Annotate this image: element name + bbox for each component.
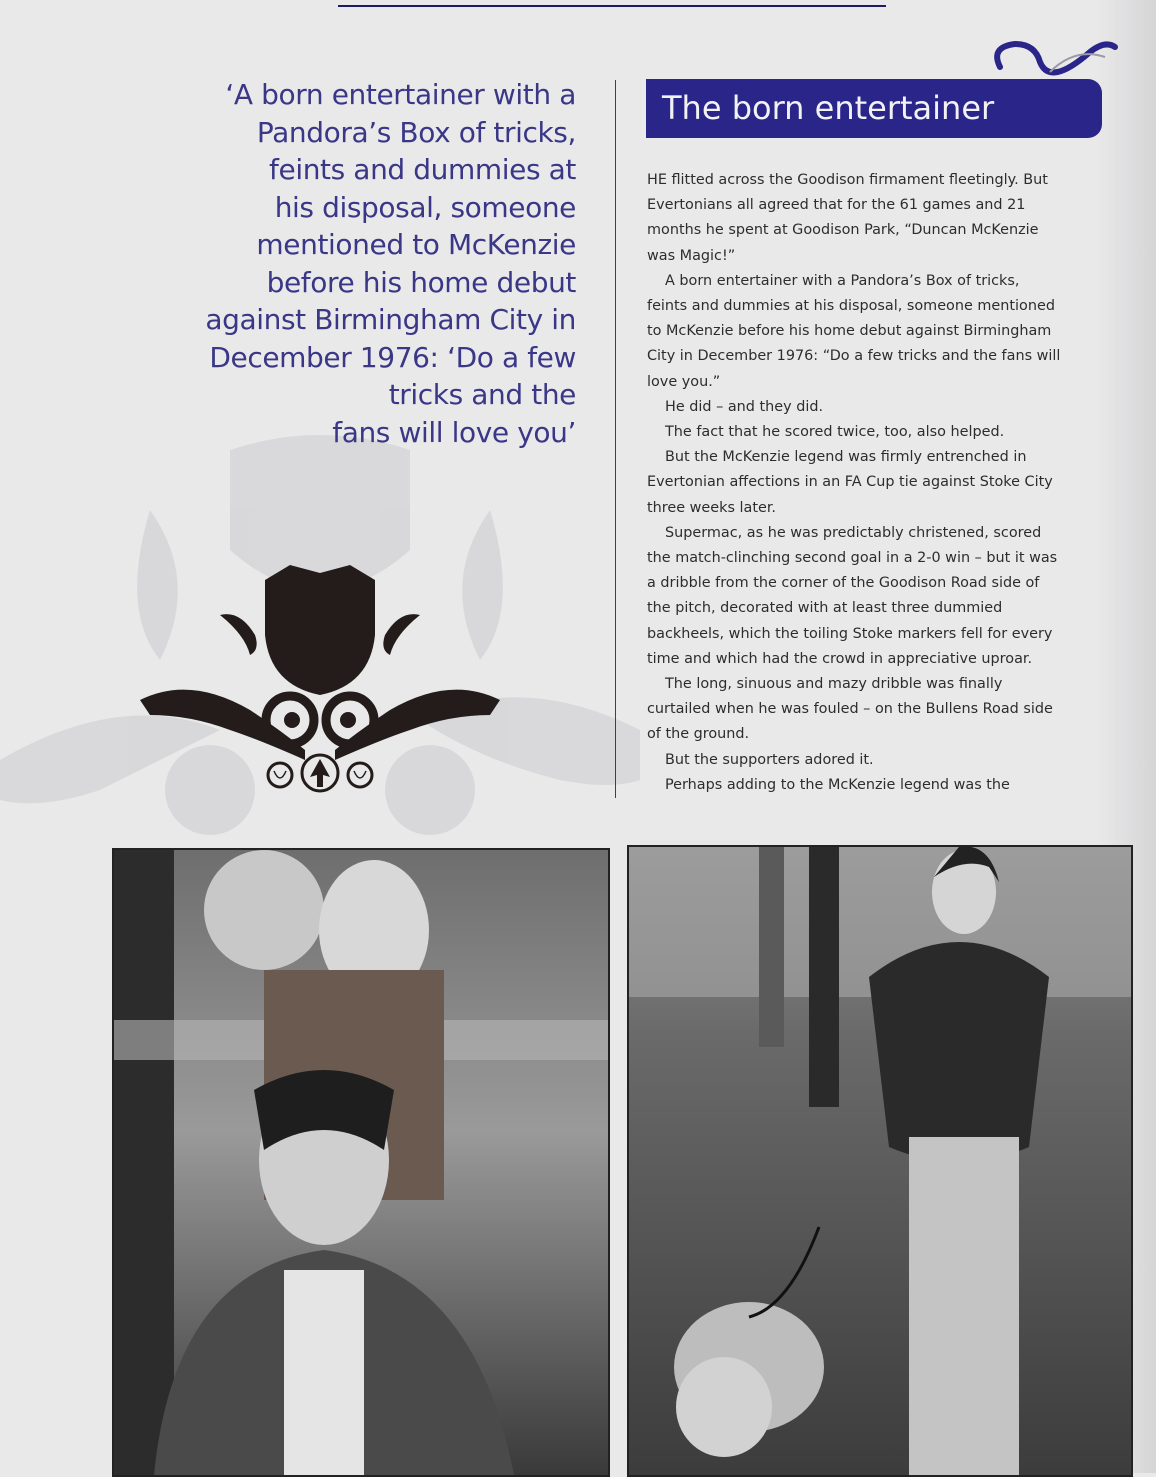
body-line: Perhaps adding to the McKenzie legend was the: [665, 776, 1010, 793]
pull-quote-line: fans will love you’: [332, 415, 576, 449]
pull-quote: [170, 76, 576, 451]
body-line: curtailed when he was fouled – on the Bullens Road side: [647, 701, 1053, 718]
body-line: City in December 1976: “Do a few tricks and the fans will: [647, 348, 1061, 365]
body-line: Supermac, as he was predictably christened, scored: [665, 524, 1042, 541]
article-body: [647, 168, 1107, 798]
pull-quote-line: his disposal, someone: [274, 190, 576, 224]
body-line: Evertonian affections in an FA Cup tie against Stoke City: [647, 474, 1053, 491]
body-line: feints and dummies at his disposal, someone mentioned: [647, 298, 1055, 315]
body-line: HE flitted across the Goodison firmament fleetingly. But: [647, 172, 1048, 188]
body-line: Evertonians all agreed that for the 61 games and 21: [647, 197, 1026, 214]
pull-quote-line: December 1976: ‘Do a few: [209, 340, 576, 374]
body-line: of the ground.: [647, 726, 750, 743]
photo-player-with-child: [112, 848, 610, 1477]
body-line: time and which had the crowd in appreciative uproar.: [647, 650, 1033, 667]
body-line: a dribble from the corner of the Goodison Road side of: [647, 575, 1040, 592]
headline: The born entertainer: [662, 89, 995, 127]
pull-quote-line: Pandora’s Box of tricks,: [256, 115, 576, 149]
body-line: months he spent at Goodison Park, “Duncan McKenzie: [647, 222, 1039, 239]
body-line: the pitch, decorated with at least three dummied: [647, 600, 1003, 617]
body-line: to McKenzie before his home debut against Birmingham: [647, 323, 1052, 340]
crest-shield-icon: [130, 555, 510, 795]
body-line: three weeks later.: [647, 499, 777, 516]
photo-player-with-dog: [627, 845, 1133, 1477]
body-line: But the McKenzie legend was firmly entrenched in: [665, 449, 1027, 466]
body-line: the match-clinching second goal in a 2-0 win – but it was: [647, 550, 1058, 567]
body-line: The fact that he scored twice, too, also helped.: [665, 424, 1005, 441]
pull-quote-line: tricks and the: [388, 378, 576, 411]
body-line: was Magic!”: [647, 247, 736, 264]
photo-image: [629, 847, 1131, 1475]
body-line: But the supporters adored it.: [665, 751, 874, 768]
body-line: The long, sinuous and mazy dribble was finally: [665, 676, 1003, 693]
pull-quote-line: ‘A born entertainer with a: [225, 78, 576, 111]
pull-quote-line: against Birmingham City in: [205, 303, 576, 336]
column-divider: [615, 80, 616, 798]
pull-quote-line: mentioned to McKenzie: [256, 228, 576, 261]
pull-quote-line: before his home debut: [266, 265, 576, 299]
body-line: He did – and they did.: [665, 398, 824, 415]
body-line: love you.”: [647, 373, 721, 390]
pull-quote-line: feints and dummies at: [269, 153, 576, 186]
top-rule: [338, 5, 886, 7]
photo-image: [114, 850, 608, 1475]
body-line: A born entertainer with a Pandora’s Box of tricks,: [665, 272, 1020, 289]
body-line: backheels, which the toiling Stoke markers fell for every: [647, 625, 1053, 642]
